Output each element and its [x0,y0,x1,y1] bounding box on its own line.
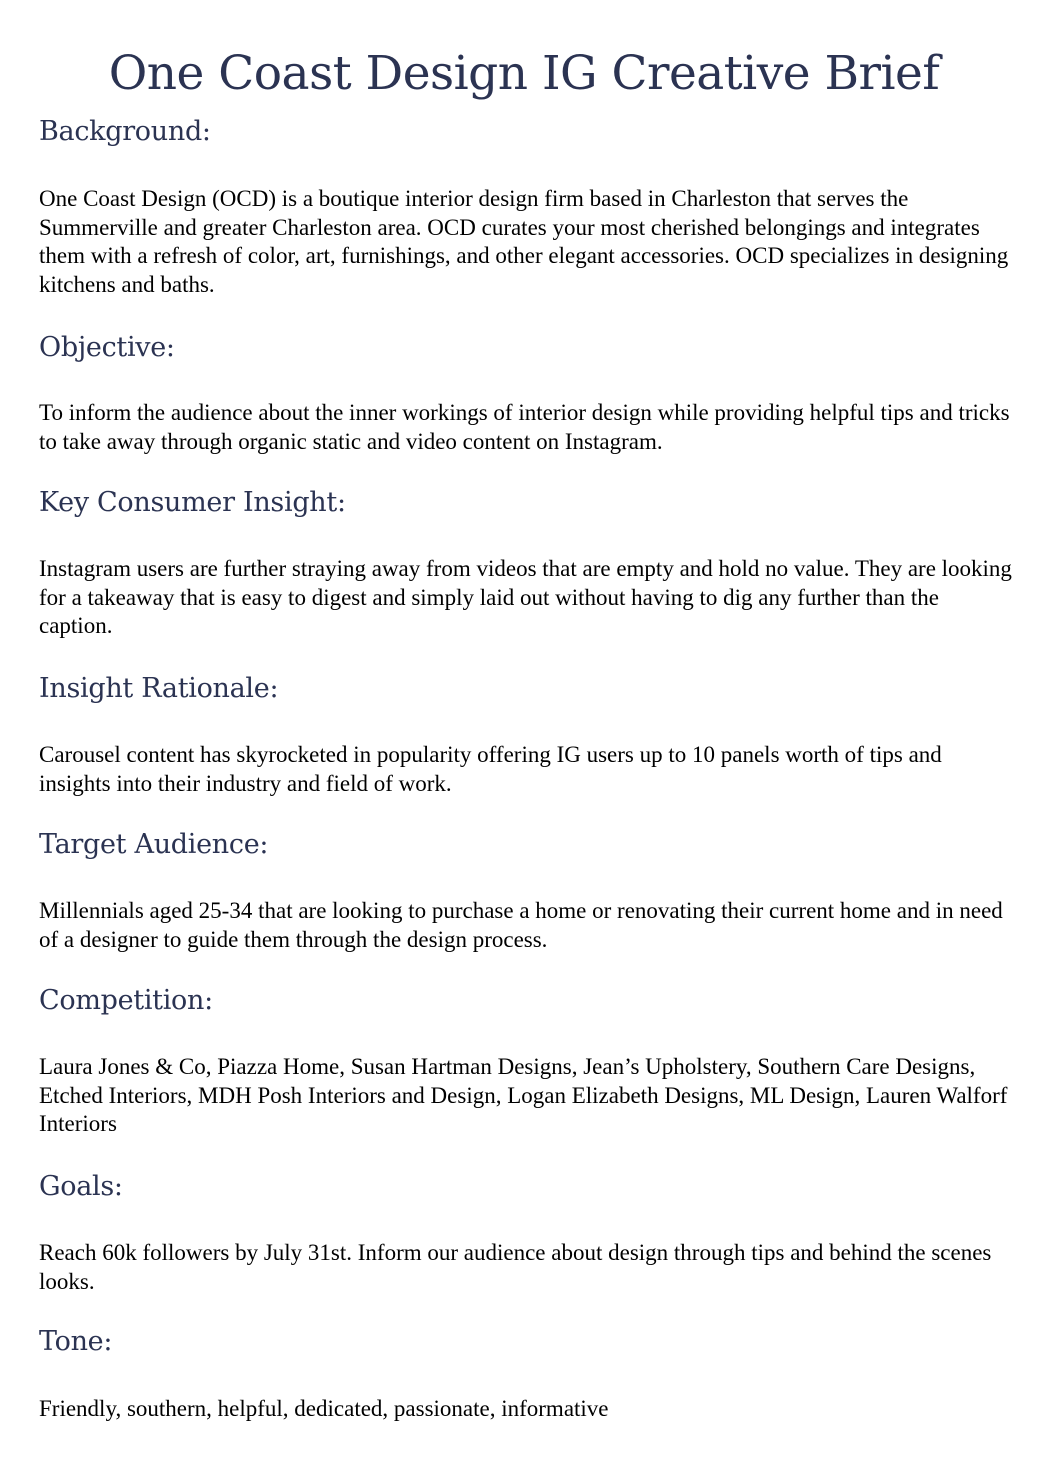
section-insight-rationale [39,671,1014,796]
section-heading: Objective: [39,332,175,363]
section-tone [39,1324,1014,1421]
section-target-audience [39,827,1014,952]
section-objective [39,330,1014,454]
section-heading: Insight Rationale: [39,673,279,704]
section-body: Instagram users are further straying away from videos that are empty and hold no value. They are looking for a takeaway that is easy to digest and simply laid out without having to dig any further than the caption. [39,556,1012,638]
section-heading: Tone: [39,1326,113,1357]
section-body: Reach 60k followers by July 31st. Inform our audience about design through tips and behind the scenes looks. [39,1240,992,1294]
section-heading: Goals: [39,1171,123,1202]
section-body: Friendly, southern, helpful, dedicated, passionate, informative [39,1396,609,1421]
section-goals [39,1169,1014,1294]
section-body: Carousel content has skyrocketed in popularity offering IG users up to 10 panels worth of tips and insights into their industry and field of work. [39,742,942,796]
section-competition [39,983,1014,1136]
section-body: To inform the audience about the inner workings of interior design while providing helpful tips and tricks to take away through organic static and video content on Instagram. [39,400,1010,454]
section-heading: Competition: [39,985,213,1016]
section-heading: Target Audience: [39,829,269,860]
section-heading: Key Consumer Insight: [39,487,346,518]
section-background [39,114,1014,297]
section-body: One Coast Design (OCD) is a boutique interior design firm based in Charleston that serves the Summerville and greater Charleston area. OCD curates your most cherished belongings and integrates them with a refresh of color, art, furnishings, and other elegant accessories. OCD specializes in designing kitchens and baths. [39,186,1009,297]
section-heading: Background: [39,116,211,147]
document-title: One Coast Design IG Creative Brief [108,46,940,101]
section-key-consumer-insight [39,485,1014,638]
section-body: Millennials aged 25-34 that are looking to purchase a home or renovating their current home and in need of a designer to guide them through the design process. [39,898,1003,952]
section-body: Laura Jones & Co, Piazza Home, Susan Hartman Designs, Jean’s Upholstery, Southern Care Designs, Etched Interiors, MDH Posh Interiors and Design, Logan Elizabeth Designs, ML Design, Lauren Walforf Interiors [39,1054,1008,1136]
